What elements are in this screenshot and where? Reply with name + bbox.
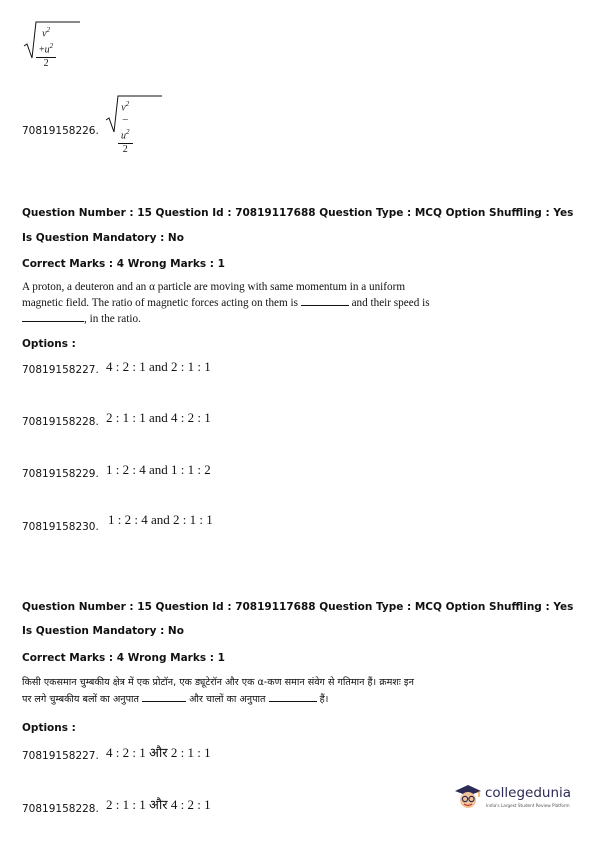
option-value: 2 : 1 : 1 and 4 : 2 : 1	[106, 410, 211, 425]
options-label: Options :	[22, 722, 76, 734]
option-value: 2 : 1 : 1 और 4 : 2 : 1	[106, 797, 211, 812]
logo-wordmark: collegedunia	[485, 785, 572, 801]
options-label: Options :	[22, 338, 76, 350]
question-marks: Correct Marks : 4 Wrong Marks : 1	[22, 258, 225, 270]
formula-fraction: $\frac{v^2 +u^2}{2}$	[36, 24, 56, 70]
option-id: 70819158229.	[22, 468, 99, 480]
option-id: 70819158228.	[22, 803, 99, 815]
collegedunia-logo	[454, 781, 578, 813]
option-value: 1 : 2 : 4 and 2 : 1 : 1	[108, 512, 213, 527]
option-id: 70819158228.	[22, 416, 99, 428]
graduate-mascot-icon	[454, 783, 482, 811]
question-header: Question Number : 15 Question Id : 70819117688 Question Type : MCQ Option Shuffling : Yes	[22, 207, 574, 219]
question-mandatory: Is Question Mandatory : No	[22, 625, 184, 637]
option-id: 70819158227.	[22, 750, 99, 762]
question-mandatory: Is Question Mandatory : No	[22, 232, 184, 244]
logo-tagline: India's Largest Student Review Platform	[486, 803, 570, 808]
question-marks: Correct Marks : 4 Wrong Marks : 1	[22, 652, 225, 664]
option-id: 70819158226.	[22, 125, 99, 137]
option-value: 4 : 2 : 1 and 2 : 1 : 1	[106, 359, 211, 374]
option-value: 1 : 2 : 4 and 1 : 1 : 2	[106, 462, 211, 477]
question-text: किसी एकसमान चुम्बकीय क्षेत्र में एक प्रोटॉन, एक ड्यूटेरॉन और एक α-कण समान संवेग से गतिमान हैं। क्रमशः इन पर लगे चुम्बकीय बलों का अनुपात और चालों का अनुपात हैं।	[22, 677, 414, 705]
formula-fraction: $\frac{v^2 -u^2}{2}$	[118, 98, 133, 156]
option-id: 70819158227.	[22, 364, 99, 376]
option-value: 4 : 2 : 1 और 2 : 1 : 1	[106, 745, 211, 760]
question-header: Question Number : 15 Question Id : 70819117688 Question Type : MCQ Option Shuffling : Yes	[22, 601, 574, 613]
question-text: A proton, a deuteron and an α particle are moving with same momentum in a uniform magnetic field. The ratio of magnetic forces acting on them is and their speed is , in the ratio.	[22, 281, 430, 325]
option-id: 70819158230.	[22, 521, 99, 533]
radical-sign	[104, 92, 164, 134]
